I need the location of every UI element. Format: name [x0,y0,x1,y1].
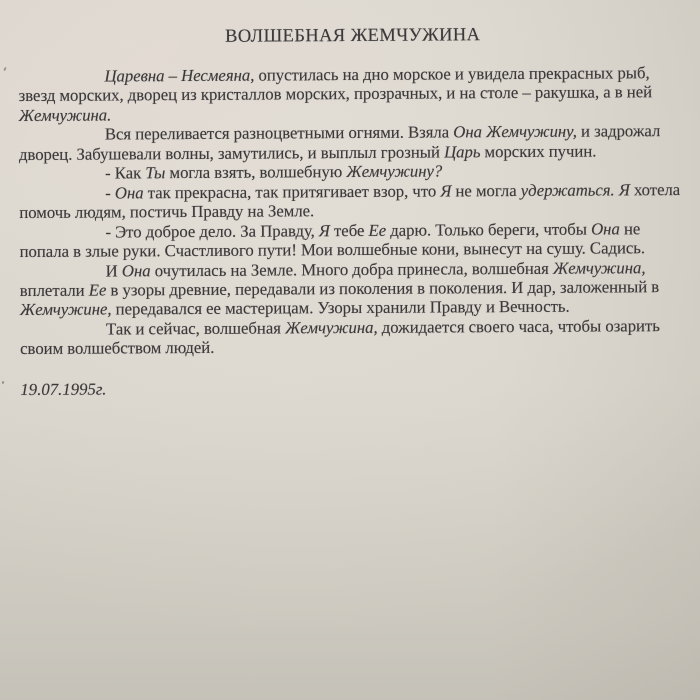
text-run: - Как [104,163,146,183]
italic-text-run: Она [121,260,151,280]
text-run: опустилась на дно морское и увидела прекрасных рыб, звезд морских, дворец из кристаллов морских, прозрачных, и на столе – ракушка, а в ней [18,63,653,106]
italic-text-run: Я [440,181,452,201]
paragraph [20,316,689,359]
document-title: ВОЛШЕБНАЯ ЖЕМЧУЖИНА [225,25,481,47]
italic-text-run: Ее [88,280,107,300]
italic-text-run: Царь [443,142,481,162]
text-run: не могла [451,180,521,201]
paragraph [19,219,688,262]
paragraph [19,121,688,164]
italic-text-run: Ты [145,163,166,183]
photo-artifact-speck [2,381,5,385]
paragraph [18,63,687,125]
italic-text-run: Ее [368,220,387,240]
italic-text-run: Она [591,218,620,239]
text-run: дожидается своего часа, чтобы озарить своим волшебством людей. [20,316,660,359]
text-run: в узоры древние, передавали из поколения в поколения. И дар, заложенный в [106,277,660,300]
italic-text-run: Жемчужину? [346,161,443,182]
italic-text-run: Она Жемчужину, [453,121,577,142]
text-run: очутилась на Земле. Много добра принесла, волшебная [150,258,553,280]
text-run: Так и сейчас, волшебная [105,318,286,339]
text-run: И [105,260,122,281]
italic-text-run: Она [114,182,144,203]
text-run: не попала в злые руки. Счастливого пути! Мои волшебные кони, вынесут на сушу. Садись. [19,218,646,262]
text-run: тебе [329,220,369,240]
text-run: хотела помочь людям, постичь Правду на Земле. [19,179,681,223]
text-run: могла взять, волшебную [165,162,347,183]
text-run: - Это доброе дело. За Правду, [105,220,319,242]
italic-text-run: Жемчужине, [19,299,112,320]
italic-text-run: удержаться. [520,180,615,200]
paragraph [19,180,688,223]
text-run: так прекрасна, так притягивает взор, что [143,181,441,202]
document-body [18,63,689,359]
text-run: - [105,183,115,203]
photo-artifact-speck [3,67,7,71]
italic-text-run: Жемчужина. [18,105,112,125]
document-date: 19.07.1995г. [20,379,107,399]
italic-text-run: Я [618,180,630,200]
text-run: передавался ее мастерицам. Узоры хранили Правду и Вечность. [111,297,570,319]
text-run: вплетали [19,280,89,301]
text-run: и задрожал дворец. Забушевали волны, замутились, и выплыл грозный [18,121,661,164]
text-run: Вся переливается разноцветными огнями. Взяла [104,122,454,144]
document-page [18,0,689,399]
italic-text-run: Я [318,220,330,240]
italic-text-run: Жемчужина, [284,317,378,338]
paragraph [20,257,689,319]
text-run: морских пучин. [480,141,597,162]
italic-text-run: Царевна – Несмеяна, [104,65,255,86]
text-run: дарю. Только береги, чтобы [386,219,592,240]
italic-text-run: Жемчужина, [552,257,646,278]
